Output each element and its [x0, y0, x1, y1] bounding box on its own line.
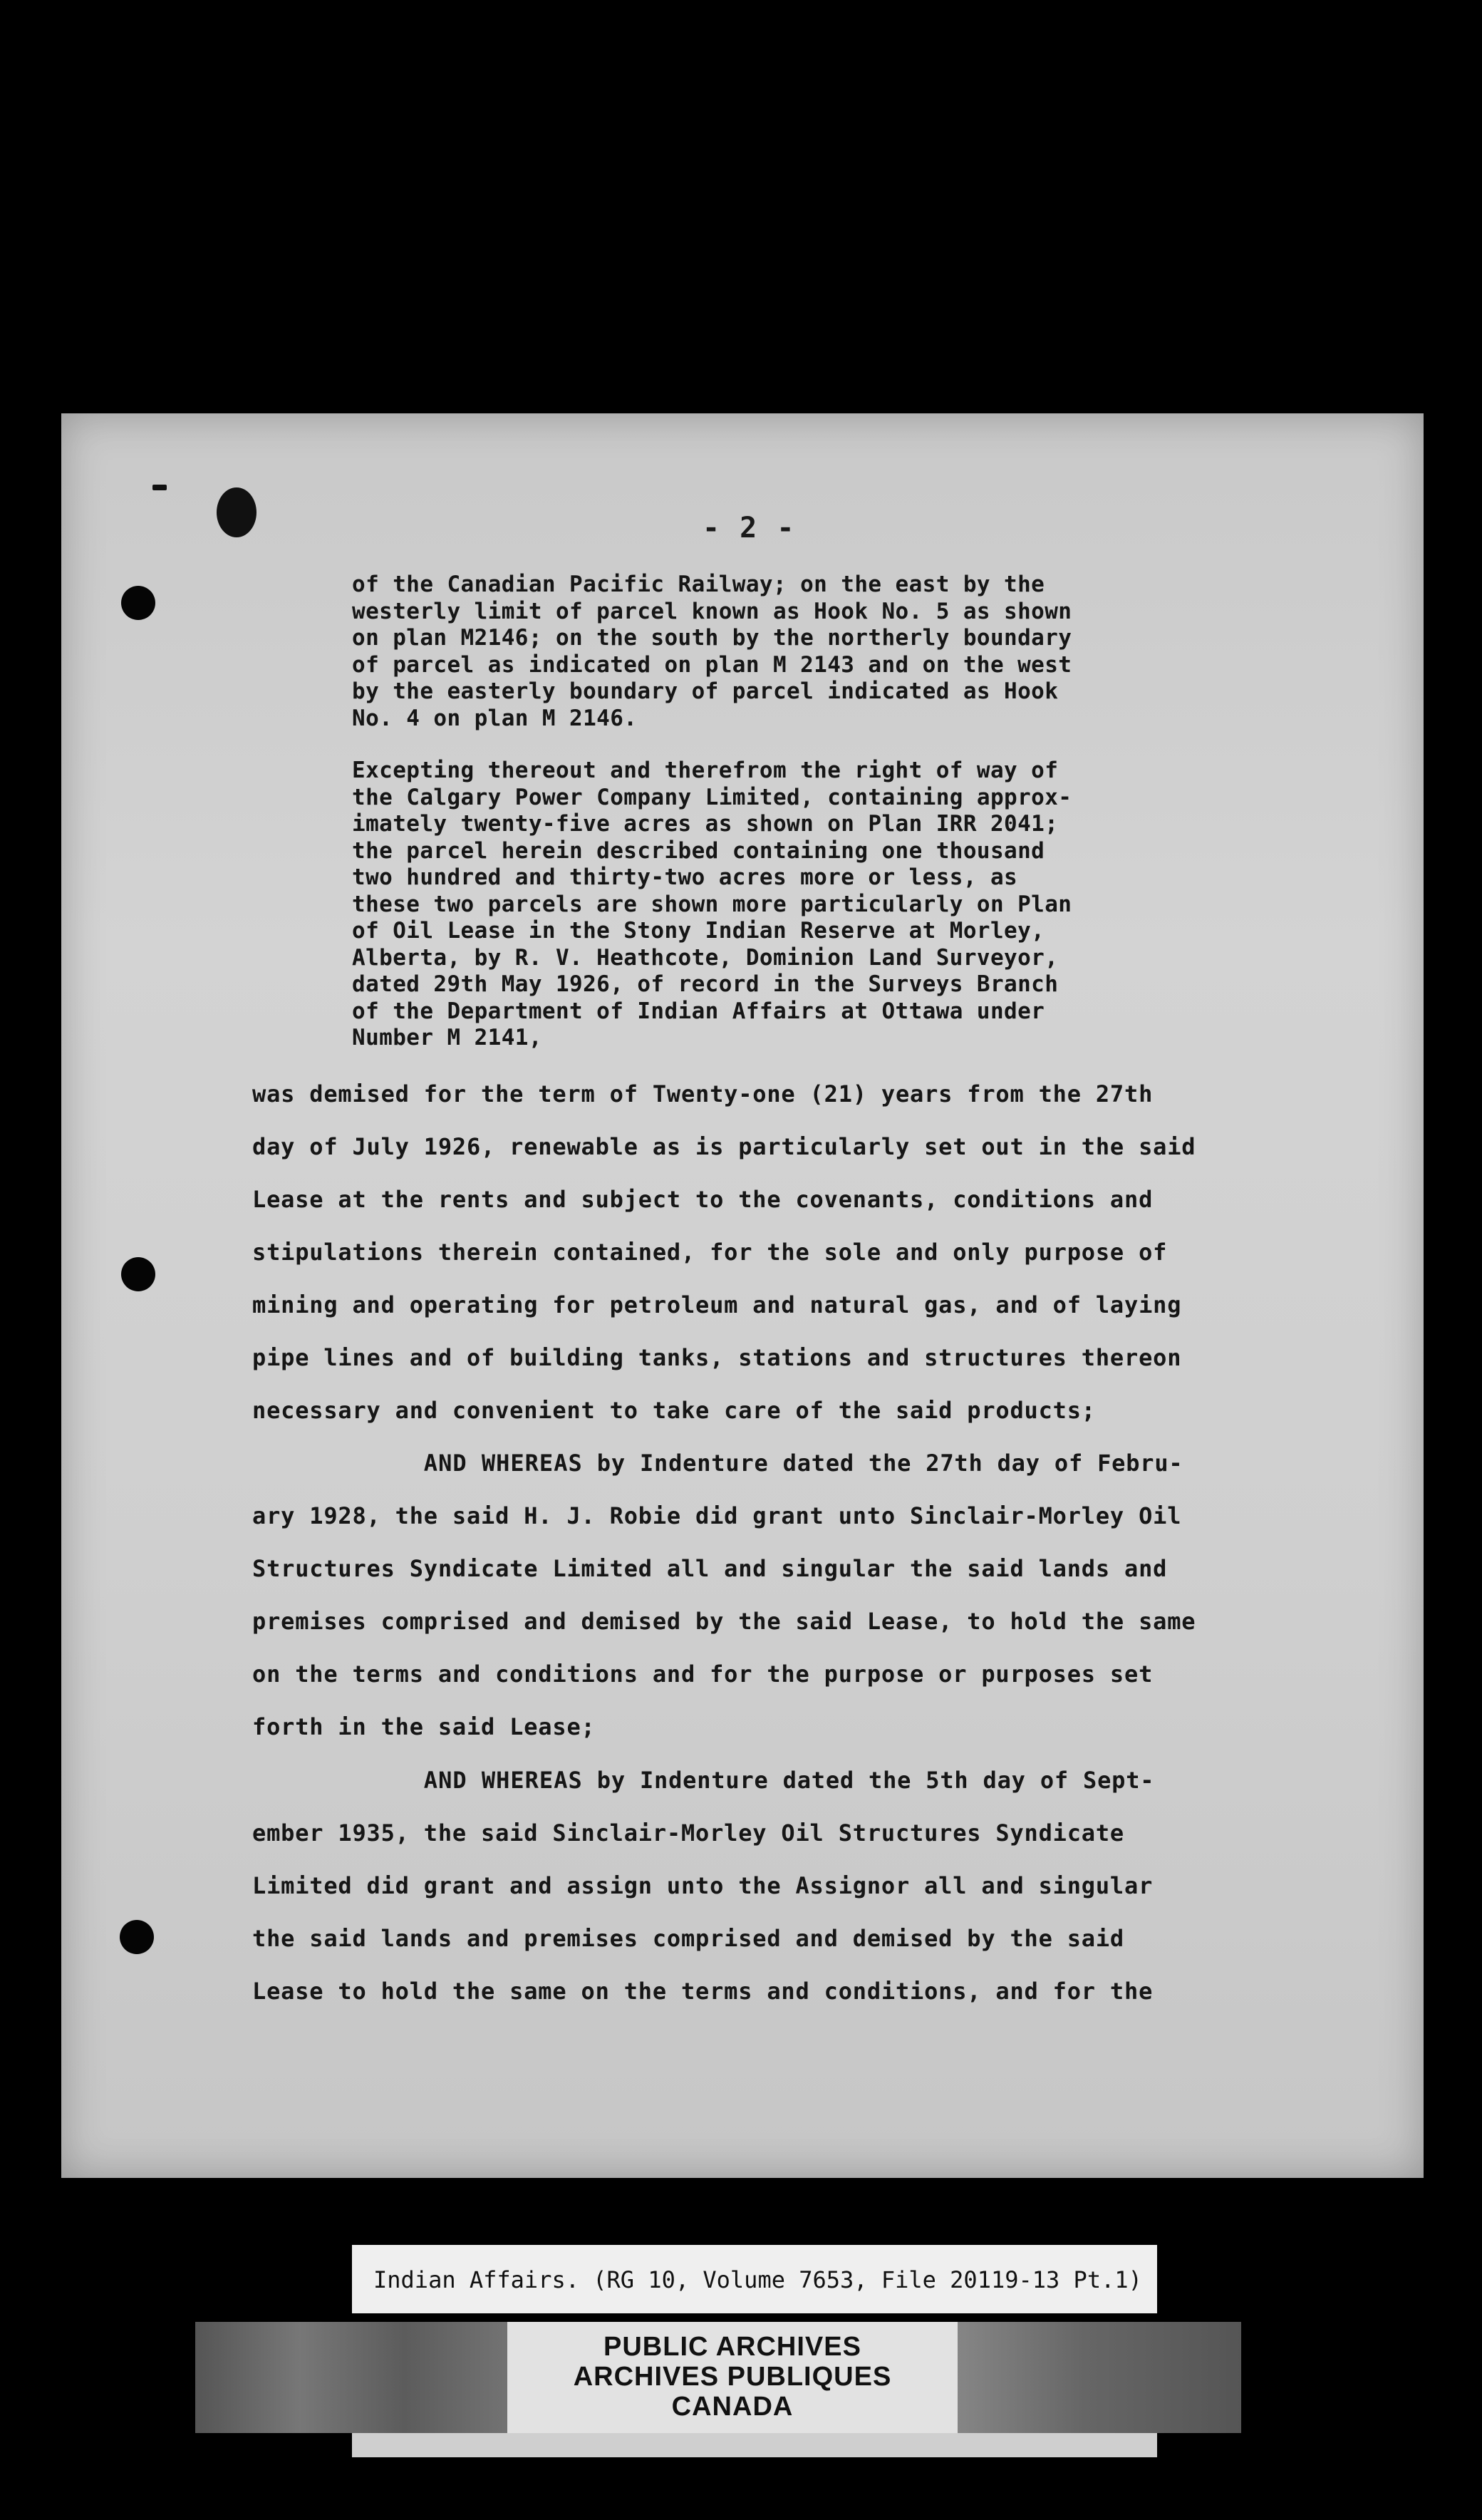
ink-smudge: [217, 487, 256, 537]
parcel-description: of the Canadian Pacific Railway; on the east by the westerly limit of parcel known as Hook No. 5 as shown on plan M2146; on the south by the northerly boundary of parcel as indicated on plan M 2143 and on the west by the easterly boundary of parcel indicated as Hook No. 4 on plan M 2146.: [352, 572, 1072, 731]
document-page: [61, 413, 1424, 2178]
archive-reference-label: [352, 2245, 1157, 2313]
stamp-text-panel: [507, 2322, 958, 2433]
exception-clause: Excepting thereout and therefrom the right of way of the Calgary Power Company Limited, containing approx- imately twenty-five acres as shown on Plan IRR 2041; the parcel herein described containing one thousand two hundred and thirty-two acres more or less, as these two parcels are shown more particularly on Plan of Oil Lease in the Stony Indian Reserve at Morley, Alberta, by R. V. Heathcote, Dominion Land Surveyor, dated 29th May 1926, of record in the Surveys Branch of the Department of Indian Affairs at Ottawa under Number M 2141,: [352, 758, 1072, 1050]
whereas-heading: AND WHEREAS: [423, 1450, 583, 1477]
stamp-bottom-strip: [352, 2433, 1157, 2457]
stamp-line-country: CANADA: [671, 2392, 794, 2422]
archive-reference-text: Indian Affairs. (RG 10, Volume 7653, File 20119-13 Pt.1): [373, 2266, 1142, 2293]
first-indenture-paragraph: [252, 1437, 1364, 1753]
ink-mark: [152, 485, 167, 490]
paragraph-first-line: by Indenture dated the 27th day of Febru-: [582, 1450, 1183, 1477]
paragraph-first-line: by Indenture dated the 5th day of Sept-: [582, 1767, 1155, 1794]
punch-hole-bottom: [120, 1920, 154, 1954]
whereas-heading: AND WHEREAS: [423, 1767, 583, 1794]
punch-hole-top: [121, 586, 155, 620]
paragraph-continuation: ary 1928, the said H. J. Robie did grant unto Sinclair-Morley Oil Structures Syndicate Limited all and singular the said lands and premises comprised and demised by the said Lease, to hold the same on the terms and conditions and for the purpose or purposes set forth in the said Lease;: [252, 1502, 1196, 1740]
paragraph-continuation: ember 1935, the said Sinclair-Morley Oil Structures Syndicate Limited did grant and assign unto the Assignor all and singular the said lands and premises comprised and demised by the said Lease to hold the same on the terms and conditions, and for the: [252, 1819, 1154, 2005]
lease-term-paragraph: was demised for the term of Twenty-one (21) years from the 27th day of July 1926, renewable as is particularly set out in the said Lease at the rents and subject to the covenants, conditions and stipulations therein contained, for the sole and only purpose of mining and operating for petroleum and natural gas, and of laying pipe lines and of building tanks, stations and structures thereon necessary and convenient to take care of the said products;: [252, 1080, 1196, 1424]
stamp-line-english: PUBLIC ARCHIVES: [603, 2332, 861, 2362]
stamp-line-french: ARCHIVES PUBLIQUES: [573, 2362, 892, 2392]
second-indenture-paragraph: [252, 1754, 1364, 2018]
page-number: - 2 -: [703, 512, 796, 544]
punch-hole-middle: [121, 1257, 155, 1291]
archives-stamp: [195, 2322, 1241, 2433]
